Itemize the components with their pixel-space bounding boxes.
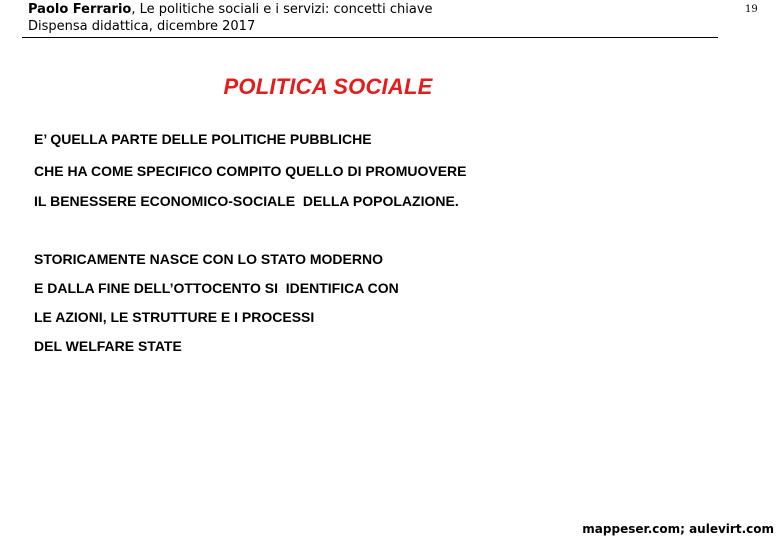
footer-websites: mappeser.com; aulevirt.com: [582, 522, 774, 536]
body-line: E’ QUELLA PARTE DELLE POLITICHE PUBBLICHE: [34, 131, 372, 147]
slide-title: POLITICA SOCIALE: [223, 74, 433, 99]
header-subtitle: Dispensa didattica, dicembre 2017: [28, 19, 256, 34]
body-line: CHE HA COME SPECIFICO COMPITO QUELLO DI PROMUOVERE: [34, 163, 467, 179]
header-author: Paolo Ferrario: [28, 2, 132, 17]
body-line: E DALLA FINE DELL’OTTOCENTO SI IDENTIFICA CON: [34, 280, 399, 296]
body-line: DEL WELFARE STATE: [34, 338, 182, 354]
header-title: , Le politiche sociali e i servizi: concetti chiave: [131, 2, 433, 17]
body-line: IL BENESSERE ECONOMICO-SOCIALE DELLA POPOLAZIONE.: [34, 193, 459, 209]
body-line: LE AZIONI, LE STRUTTURE E I PROCESSI: [34, 309, 315, 325]
body-line: STORICAMENTE NASCE CON LO STATO MODERNO: [34, 251, 383, 267]
page-number: 19: [745, 4, 758, 15]
